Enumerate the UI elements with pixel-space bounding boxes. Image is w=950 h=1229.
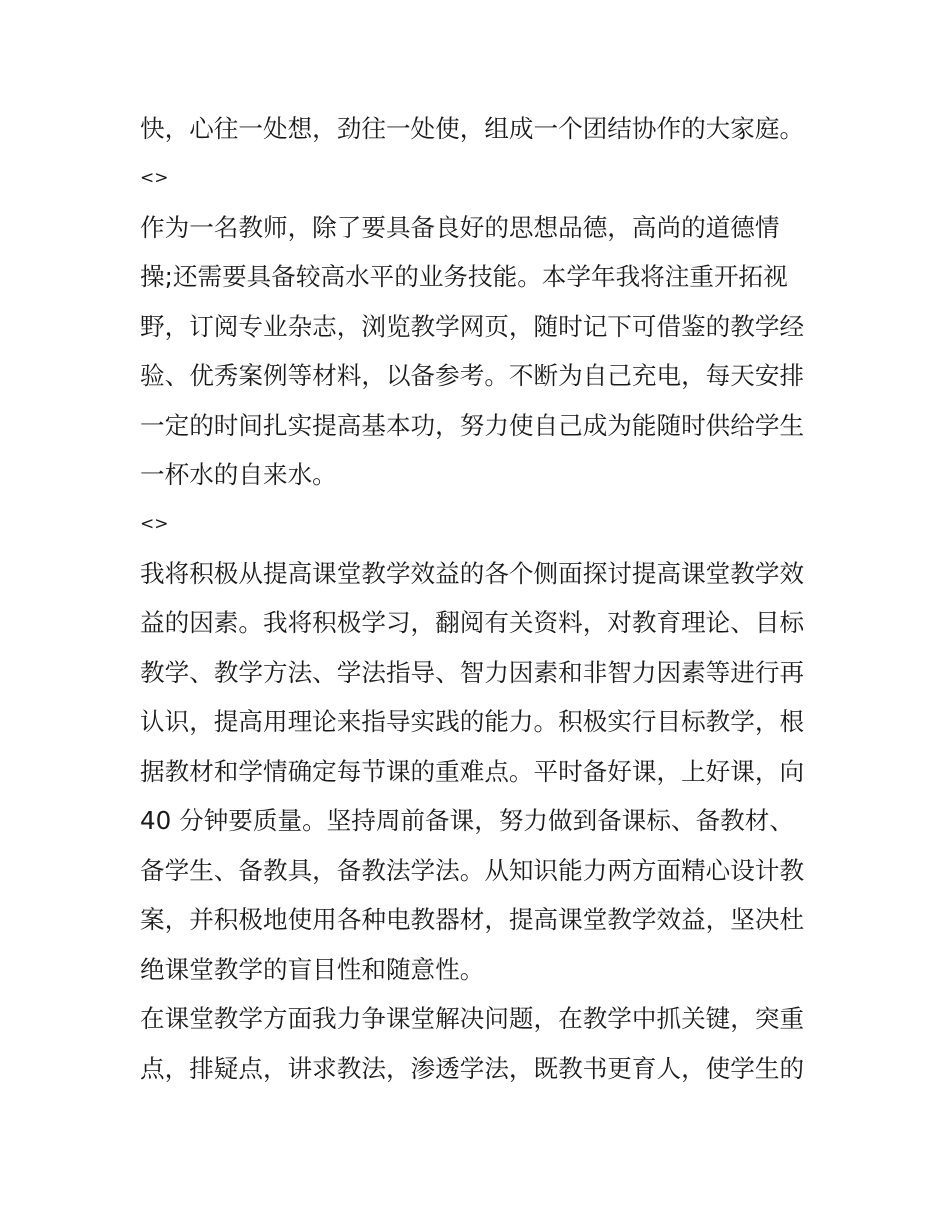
section-marker: <>	[140, 167, 169, 188]
text-line: 野，订阅专业杂志，浏览教学网页，随时记下可借鉴的教学经	[140, 311, 805, 341]
text-line: 快，心往一处想，劲往一处使，组成一个团结协作的大家庭。	[140, 114, 805, 143]
text-line: 益的因素。我将积极学习，翻阅有关资料，对教育理论、目标	[140, 608, 805, 637]
text-line: 据教材和学情确定每节课的重难点。平时备好课，上好课，向	[140, 756, 805, 786]
document-page	[140, 104, 820, 1093]
text-line: 教学、教学方法、学法指导、智力因素和非智力因素等进行再	[140, 657, 805, 687]
text-line: 我将积极从提高课堂教学效益的各个侧面探讨提高课堂教学效	[140, 558, 805, 588]
text-line: 操;还需要具备较高水平的业务技能。本学年我将注重开拓视	[140, 262, 788, 291]
text-line: 一定的时间扎实提高基本功，努力使自己成为能随时供给学生	[140, 410, 805, 440]
text-line: 案，并积极地使用各种电教器材，提高课堂教学效益，坚决杜	[140, 905, 805, 934]
section-marker: <>	[140, 513, 169, 534]
text-line: 备学生、备教具，备教法学法。从知识能力两方面精心设计教	[140, 855, 805, 885]
text-line: 一杯水的自来水。	[140, 460, 337, 489]
text-line: 作为一名教师，除了要具备良好的思想品德，高尚的道德情	[140, 212, 780, 242]
text-line: 认识，提高用理论来指导实践的能力。积极实行目标教学，根	[140, 707, 805, 736]
text-line: 验、优秀案例等材料，以备参考。不断为自己充电，每天安排	[140, 361, 805, 390]
text-line: 在课堂教学方面我力争课堂解决问题，在教学中抓关键，突重	[140, 1004, 805, 1033]
text-line: 点，排疑点，讲求教法，渗透学法，既教书更育人，使学生的	[140, 1053, 805, 1083]
text-line: 40 分钟要质量。坚持周前备课，努力做到备课标、备教材、	[140, 806, 794, 835]
text-line: 绝课堂教学的盲目性和随意性。	[140, 954, 485, 984]
